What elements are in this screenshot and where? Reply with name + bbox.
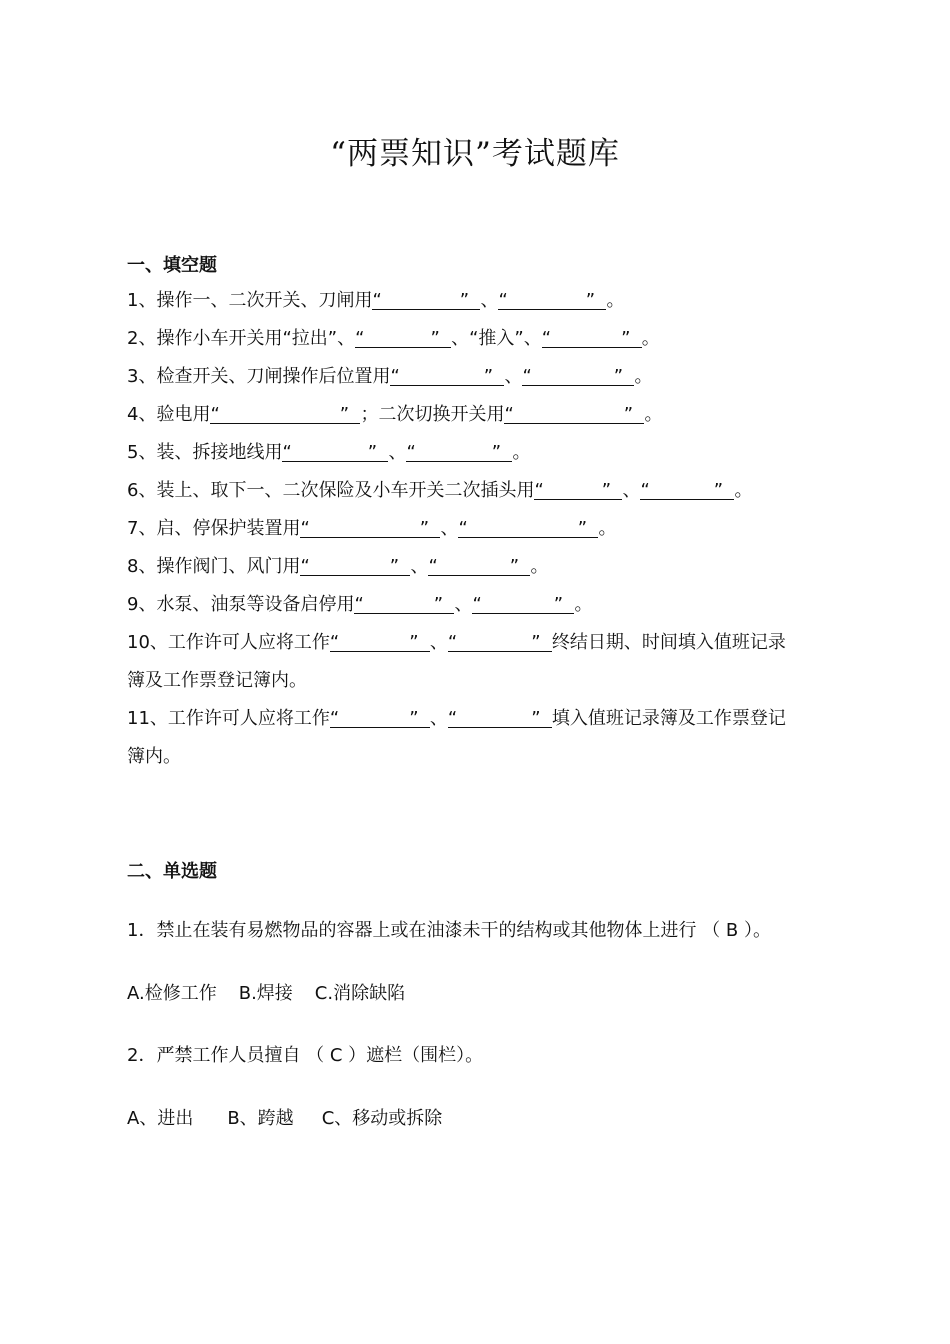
answer-blank: “ ” (282, 441, 388, 462)
fill-question-6: 6、装上、取下一、二次保险及小车开关二次插头用“ ” 、“ ” 。 (127, 480, 753, 501)
answer-blank: “ ” (640, 479, 734, 500)
choice-question-1: 1．禁止在装有易燃物品的容器上或在油漆未干的结构或其他物体上进行 （ B ）。 (127, 920, 771, 941)
answer-blank: “ ” (498, 289, 606, 310)
fill-question-11: 11、工作许可人应将工作“ ” 、“ ” 填入值班记录簿及工作票登记 (127, 708, 786, 729)
option-a: A.检修工作 (127, 983, 217, 1004)
fill-question-10: 10、工作许可人应将工作“ ” 、“ ” 终结日期、时间填入值班记录 (127, 632, 786, 653)
answer-blank: “ ” (210, 403, 360, 424)
answer-blank: “ ” (448, 707, 552, 728)
answer-blank: “ ” (428, 555, 530, 576)
answer-blank: “ ” (300, 555, 410, 576)
answer-blank: “ ” (448, 631, 552, 652)
choice-question-2-options (127, 1107, 827, 1131)
section-heading-single-choice: 二、单选题 (127, 861, 217, 882)
answer-blank: “ ” (355, 327, 451, 348)
answer-blank: “ ” (372, 289, 480, 310)
answer-blank: “ ” (354, 593, 454, 614)
choice-question-2: 2．严禁工作人员擅自 （ C ）遮栏（围栏）。 (127, 1045, 484, 1066)
answer-blank: “ ” (542, 327, 642, 348)
fill-question-8: 8、操作阀门、风门用“ ” 、“ ” 。 (127, 556, 549, 577)
option-c: C.消除缺陷 (314, 983, 406, 1004)
answer-blank: “ ” (472, 593, 574, 614)
answer-blank: “ ” (330, 631, 430, 652)
answer-blank: “ ” (534, 479, 622, 500)
answer-blank: “ ” (504, 403, 644, 424)
fill-question-4: 4、验电用“ ” ；二次切换开关用“ ” 。 (127, 404, 663, 425)
choice-question-1-options (127, 982, 827, 1006)
fill-question-7: 7、启、停保护装置用“ ” 、“ ” 。 (127, 518, 617, 539)
section-heading-fill-blank: 一、填空题 (127, 255, 217, 276)
fill-question-2: 2、操作小车开关用“拉出”、“ ” 、“推入”、“ ” 。 (127, 328, 660, 349)
fill-question-5: 5、装、拆接地线用“ ” 、“ ” 。 (127, 442, 531, 463)
fill-question-1: 1、操作一、二次开关、刀闸用“ ” 、“ ” 。 (127, 290, 625, 311)
option-b: B.焊接 (238, 983, 293, 1004)
fill-question-11-continued: 簿内。 (127, 746, 181, 767)
page-title: “两票知识”考试题库 (330, 136, 620, 172)
answer-blank: “ ” (390, 365, 504, 386)
answer-blank: “ ” (300, 517, 440, 538)
answer-blank: “ ” (406, 441, 512, 462)
fill-question-3: 3、检查开关、刀闸操作后位置用“ ” 、“ ” 。 (127, 366, 653, 387)
fill-question-10-continued: 簿及工作票登记簿内。 (127, 670, 307, 691)
option-a: A、进出 (127, 1108, 194, 1129)
fill-question-9: 9、水泵、油泵等设备启停用“ ” 、“ ” 。 (127, 594, 593, 615)
answer-blank: “ ” (330, 707, 430, 728)
option-c: C、移动或拆除 (321, 1108, 443, 1129)
answer-blank: “ ” (458, 517, 598, 538)
answer-blank: “ ” (522, 365, 634, 386)
option-b: B、跨越 (227, 1108, 294, 1129)
